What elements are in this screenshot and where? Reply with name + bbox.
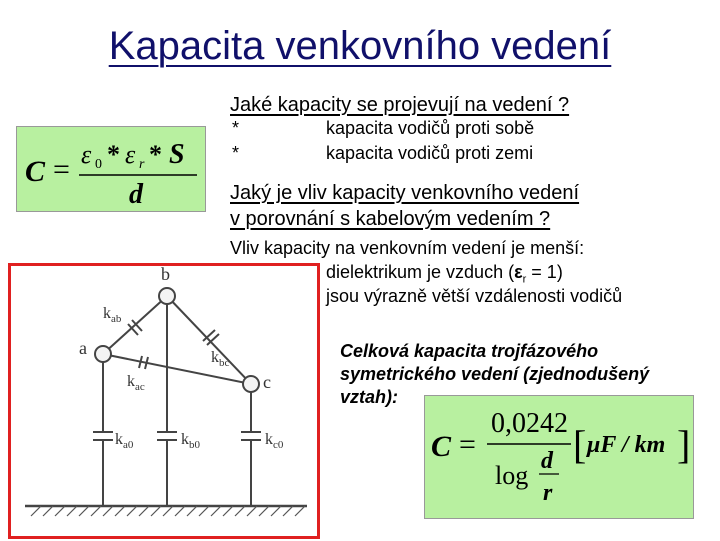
formula-eps0-sub: 0	[95, 157, 102, 172]
formula-eq: =	[53, 153, 70, 186]
formula2-lhs: C	[431, 430, 452, 463]
capacitor-c0	[239, 432, 263, 440]
node-c	[243, 376, 259, 392]
label-k-c0-sub: c0	[273, 439, 284, 451]
epsilon-sub: r	[522, 273, 527, 286]
formula-star-1: *	[107, 140, 120, 169]
formula2-unit: μF / km	[587, 432, 666, 458]
line-capacitance-diagram	[8, 263, 320, 539]
label-b: b	[161, 266, 170, 284]
page-title: Kapacita venkovního vedení	[108, 24, 612, 68]
formula-eps0: ε	[81, 140, 92, 169]
node-a	[95, 346, 111, 362]
bullet-1: *	[232, 118, 240, 138]
formula2-frac-den: r	[543, 480, 553, 506]
formula-star-2: *	[149, 140, 162, 169]
answer-item-distance: jsou výrazně větší vzdálenosti vodičů	[326, 286, 623, 306]
item-conductors-mutual: kapacita vodičů proti sobě	[326, 118, 535, 138]
formula-S: S	[169, 139, 185, 170]
capacitance-formula-box	[16, 126, 206, 212]
label-k-b0-sub: b0	[189, 439, 200, 451]
formula-denominator: d	[129, 179, 143, 210]
epsilon-symbol: ε	[514, 262, 523, 282]
label-c: c	[263, 372, 271, 392]
total-caption-line3: vztah):	[340, 387, 398, 407]
item-conductors-ground: kapacita vodičů proti zemi	[326, 143, 534, 163]
formula2-frac-num: d	[541, 448, 553, 474]
dielectric-text: dielektrikum je vzduch (	[326, 262, 515, 282]
capacitor-b0	[155, 432, 179, 440]
bullet-2: *	[232, 143, 240, 163]
total-caption-line1: Celková kapacita trojfázového	[340, 341, 599, 361]
label-k-bc-sub: bc	[219, 357, 230, 369]
label-k-c0: k	[265, 431, 273, 448]
label-k-ab-sub: ab	[111, 313, 122, 325]
label-a: a	[79, 338, 87, 358]
ground-hatch	[31, 506, 305, 516]
link-ab	[103, 296, 167, 354]
node-b	[159, 288, 175, 304]
capacitance-formula	[17, 127, 205, 211]
capacitor-ab	[128, 320, 142, 335]
formula2-bracket-open: [	[573, 422, 587, 467]
total-capacitance-formula	[425, 396, 693, 518]
label-k-ac: k	[127, 373, 135, 390]
label-k-ab: k	[103, 305, 111, 322]
formula-epsr-sub: r	[139, 157, 145, 172]
formula-epsr: ε	[125, 140, 136, 169]
total-capacitance-formula-box	[424, 395, 694, 519]
formula2-log: log	[495, 461, 529, 490]
question-capacities: Jaké kapacity se projevují na vedení ?	[230, 94, 570, 116]
diagram-svg	[11, 266, 317, 536]
answer-item-dielectric	[326, 262, 563, 286]
total-caption-line2: symetrického vedení (zjednodušený	[340, 364, 650, 384]
formula-lhs: C	[25, 155, 46, 188]
label-k-a0-sub: a0	[123, 439, 134, 451]
answer-intro: Vliv kapacity na venkovním vedení je menší:	[230, 238, 585, 258]
question-influence-line1: Jaký je vliv kapacity venkovního vedení	[230, 182, 580, 204]
dielectric-value: = 1)	[526, 262, 563, 282]
label-k-a0: k	[115, 431, 123, 448]
label-k-ac-sub: ac	[135, 381, 145, 393]
capacitor-a0	[91, 432, 115, 440]
formula2-numerator: 0,0242	[491, 408, 568, 439]
link-bc	[167, 296, 251, 384]
question-influence-line2: v porovnání s kabelovým vedením ?	[230, 208, 551, 230]
formula2-bracket-close: ]	[677, 422, 691, 467]
formula2-eq: =	[459, 428, 476, 461]
label-k-b0: k	[181, 431, 189, 448]
label-k-bc: k	[211, 349, 219, 366]
